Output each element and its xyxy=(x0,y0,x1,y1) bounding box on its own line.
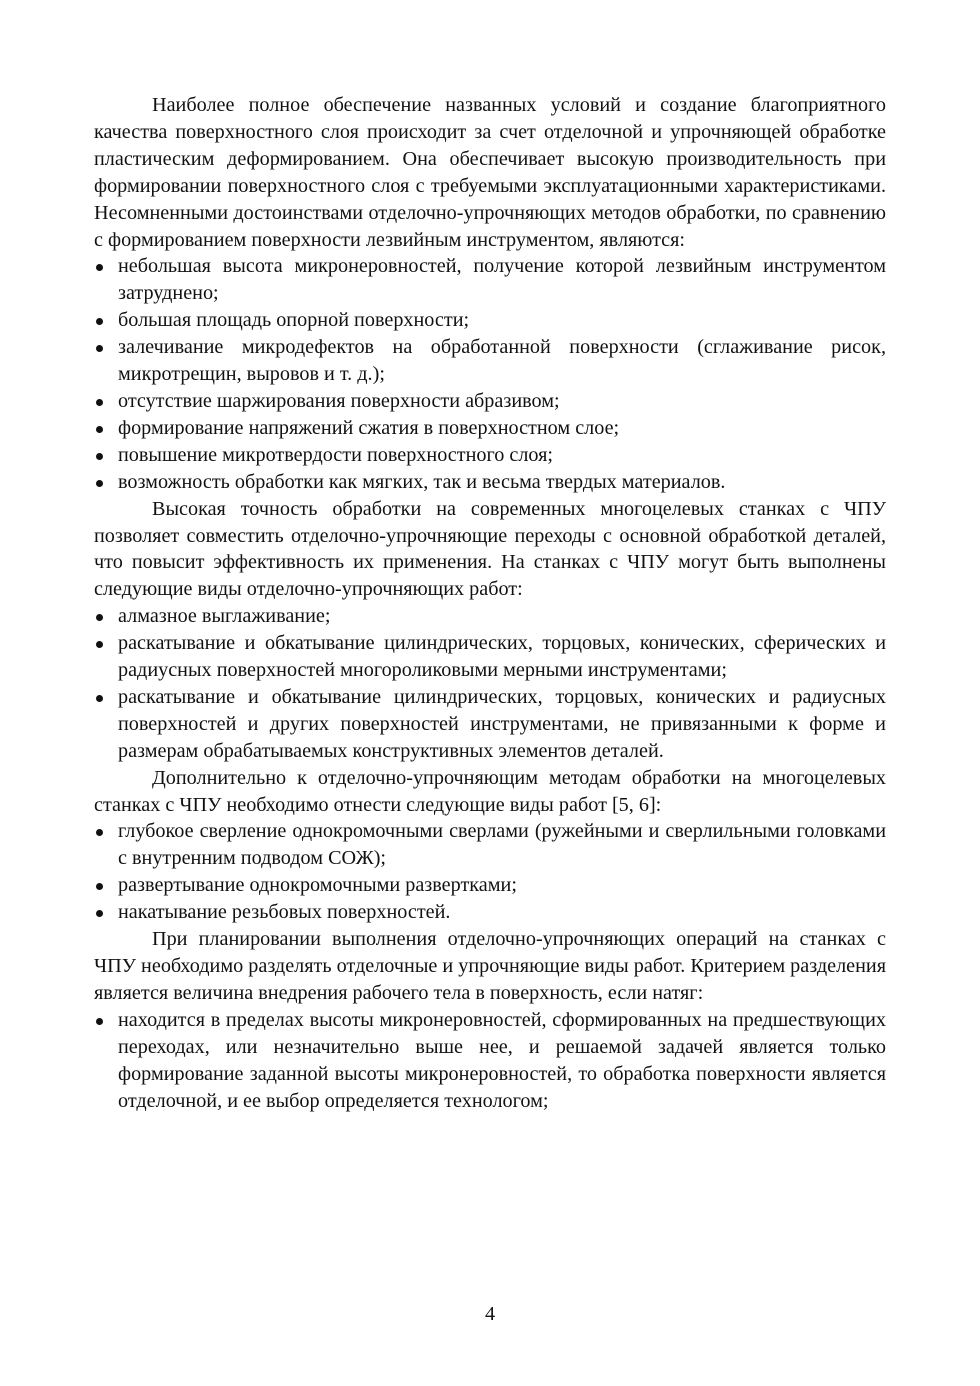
paragraph-additional: Дополнительно к отделочно-упрочняющим методам обработки на многоцелевых станках с ЧПУ необходимо отнести следующие виды работ [5, 6]: xyxy=(94,766,886,816)
list-item xyxy=(94,872,886,899)
list-item-text: раскатывание и обкатывание цилиндрических, торцовых, конических, сферических и радиусных поверхностей многороликовыми мерными инструментами; xyxy=(118,632,886,682)
list-item xyxy=(94,334,886,388)
document-page xyxy=(94,92,886,1114)
list-item xyxy=(94,684,886,765)
list-item-text: большая площадь опорной поверхности; xyxy=(118,309,470,332)
list-item xyxy=(94,630,886,684)
list-item xyxy=(94,253,886,307)
paragraph-planning: При планировании выполнения отделочно-упрочняющих операций на станках с ЧПУ необходимо разделять отделочные и упрочняющие виды работ. Критерием разделения является величина внедрения рабочего тела в поверхность, если натяг: xyxy=(94,928,886,1004)
list-item-text: отсутствие шаржирования поверхности абразивом; xyxy=(118,389,560,412)
list-item-text: накатывание резьбовых поверхностей. xyxy=(118,901,451,924)
list-item xyxy=(94,1007,886,1115)
list-item-text: раскатывание и обкатывание цилиндрических, торцовых, конических и радиусных поверхностей и других поверхностей инструментами, не привязанными к форме и размерам обрабатываемых конструктивных элементов деталей. xyxy=(118,685,886,762)
list-item xyxy=(94,603,886,630)
list-item-text: глубокое сверление однокромочными сверлами (ружейными и сверлильными головками с внутренним подводом СОЖ); xyxy=(118,820,886,870)
list-item-text: небольшая высота микронеровностей, получение которой лезвийным инструментом затруднено; xyxy=(118,255,886,305)
paragraph-cnc-accuracy: Высокая точность обработки на современных многоцелевых станках с ЧПУ позволяет совместить отделочно-упрочняющие переходы с основной обработкой деталей, что повысит эффективность их применения. На станках с ЧПУ могут быть выполнены следующие виды отделочно-упрочняющих работ: xyxy=(94,497,886,601)
list-item xyxy=(94,442,886,469)
list-item xyxy=(94,388,886,415)
list-item-text: алмазное выглаживание; xyxy=(118,605,331,628)
list-item-text: возможность обработки как мягких, так и весьма твердых материалов. xyxy=(118,470,726,493)
list-item-text: повышение микротвердости поверхностного слоя; xyxy=(118,443,554,466)
list-item-text: развертывание однокромочными развертками; xyxy=(118,874,517,897)
list-item-text: формирование напряжений сжатия в поверхностном слое; xyxy=(118,416,620,439)
criteria-list xyxy=(94,1007,886,1115)
list-item xyxy=(94,899,886,926)
advantages-list xyxy=(94,253,886,495)
page-number: 4 xyxy=(484,1303,496,1325)
paragraph-intro: Наиболее полное обеспечение названных условий и создание благоприятного качества поверхностного слоя происходит за счет отделочной и упрочняющей обработке пластическим деформированием. Она обеспечивает высокую производительность при формировании поверхностного слоя с требуемыми эксплуатационными характеристиками. Несомненными достоинствами отделочно-упрочняющих методов обработки, по сравнению с формированием поверхности лезвийным инструментом, являются: xyxy=(94,94,886,251)
list-item xyxy=(94,307,886,334)
list-item-text: залечивание микродефектов на обработанной поверхности (сглаживание рисок, микротрещин, выровов и т. д.); xyxy=(118,336,886,386)
list-item-text: находится в пределах высоты микронеровностей, сформированных на предшествующих переходах, или незначительно выше нее, и решаемой задачей является только формирование заданной высоты микронеровностей, то обработка поверхности является отделочной, и ее выбор определяется технологом; xyxy=(118,1008,886,1112)
cnc-works-list xyxy=(94,603,886,764)
list-item xyxy=(94,469,886,496)
list-item xyxy=(94,818,886,872)
list-item xyxy=(94,415,886,442)
additional-works-list xyxy=(94,818,886,926)
